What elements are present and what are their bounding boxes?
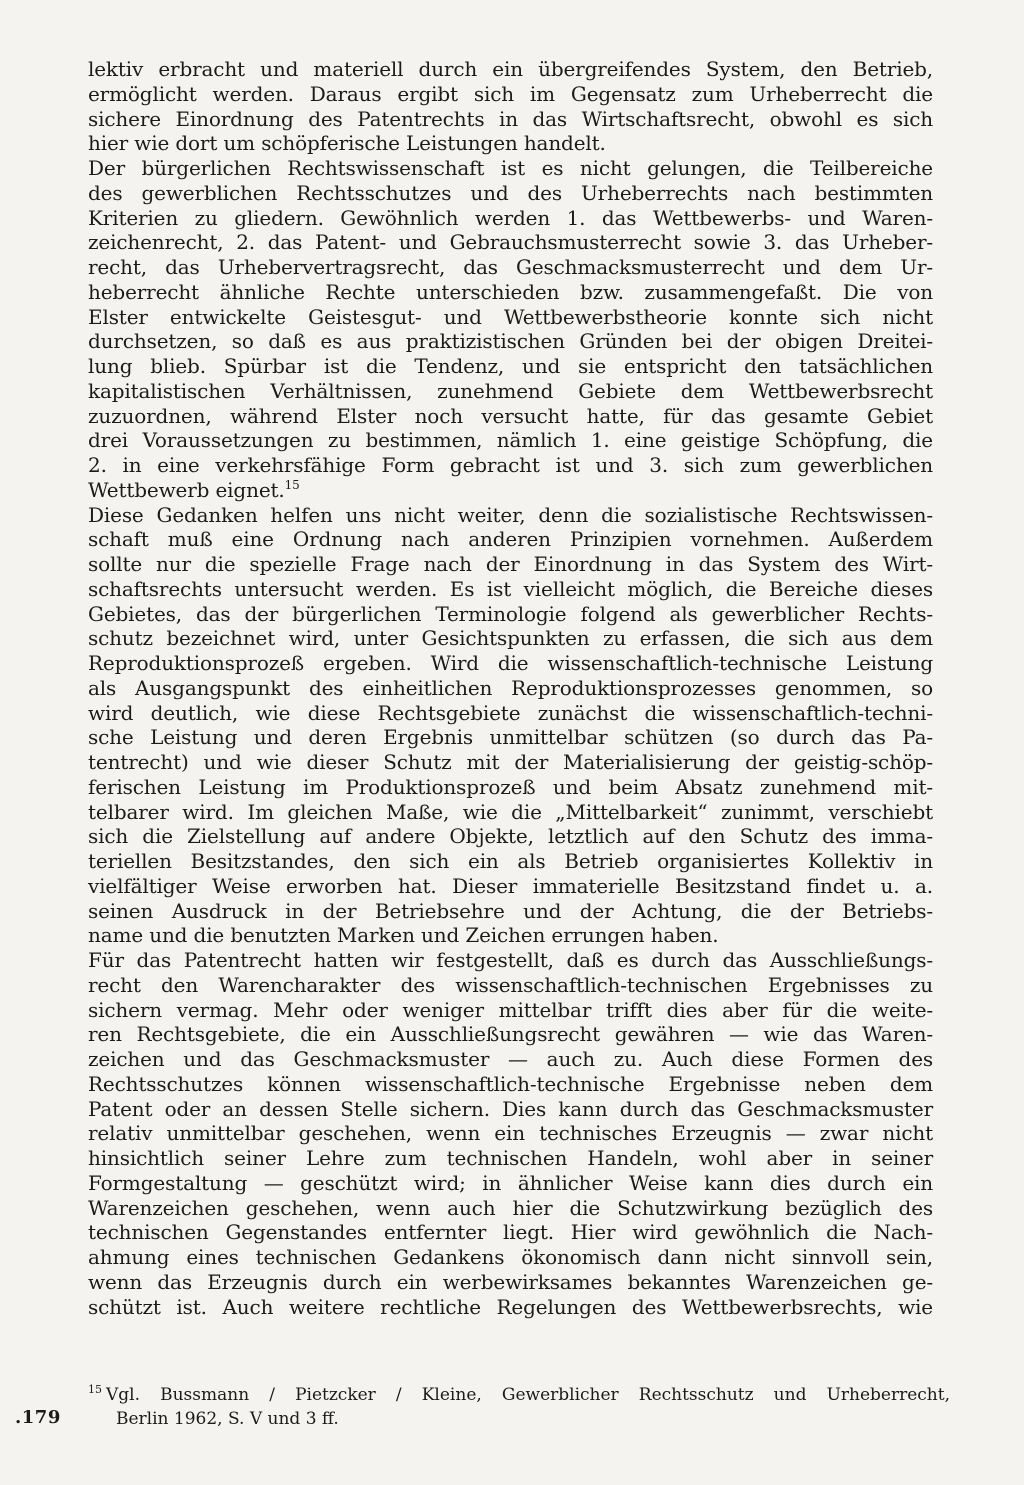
body-text: [88, 57, 933, 1319]
text-line: technischen Gegenstandes entfernter liegt. Hier wird gewöhnlich die Nach-: [88, 1220, 933, 1245]
text-line: ahmung eines technischen Gedankens ökonomisch dann nicht sinnvoll sein,: [88, 1245, 933, 1269]
text-line: kapitalistischen Verhältnissen, zunehmend Gebiete dem Wettbewerbsrecht: [88, 378, 933, 403]
text-line: Gebietes, das der bürgerlichen Terminologie folgend als gewerblicher Rechts-: [88, 601, 933, 626]
text-line: Patent oder an dessen Stelle sichern. Dies kann durch das Geschmacksmuster: [88, 1096, 933, 1121]
text-line: hier wie dort um schöpferische Leistungen handelt.: [88, 131, 606, 156]
footnote-marker: 15: [88, 1383, 102, 1396]
text-line: schützt ist. Auch weitere rechtliche Regelungen des Wettbewerbsrechts, wie: [88, 1294, 933, 1319]
page-number: .179: [15, 1407, 61, 1428]
text-line: Diese Gedanken helfen uns nicht weiter, denn die sozialistische Rechtswissen-: [88, 502, 933, 527]
text-line: teriellen Besitzstandes, den sich ein als Betrieb organisiertes Kollektiv in: [88, 849, 933, 873]
text-line: schutz bezeichnet wird, unter Gesichtspunkten zu erfassen, die sich aus dem: [88, 626, 933, 651]
text-line: zuzuordnen, während Elster noch versucht hatte, für das gesamte Gebiet: [88, 403, 933, 428]
text-line: relativ unmittelbar geschehen, wenn ein technisches Erzeugnis — zwar nicht: [88, 1121, 933, 1146]
text-line: hinsichtlich seiner Lehre zum technischen Handeln, wohl aber in seiner: [88, 1146, 933, 1170]
footnote-text-1: Vgl. Bussmann / Pietzcker / Kleine, Gewerblicher Rechtsschutz und Urheberrecht,: [106, 1385, 950, 1405]
text-line: schaft muß eine Ordnung nach anderen Prinzipien vornehmen. Außerdem: [88, 527, 933, 552]
text-line: vielfältiger Weise erworben hat. Dieser immaterielle Besitzstand findet u. a.: [88, 873, 933, 898]
text-line: als Ausgangspunkt des einheitlichen Reproduktionsprozesses genommen, so: [88, 675, 933, 700]
text-line: drei Voraussetzungen zu bestimmen, nämlich 1. eine geistige Schöpfung, die: [88, 428, 933, 453]
footnote-line-1: [88, 1383, 950, 1407]
text-line: seinen Ausdruck in der Betriebsehre und der Achtung, die der Betriebs-: [88, 898, 933, 923]
text-line: sollte nur die spezielle Frage nach der Einordnung in das System des Wirt-: [88, 552, 933, 576]
text-line: durchsetzen, so daß es aus praktizistischen Gründen bei der obigen Dreitei-: [88, 329, 933, 354]
text-line: ren Rechtsgebiete, die ein Ausschließungsrecht gewähren — wie das Waren-: [88, 1022, 933, 1047]
text-line: des gewerblichen Rechtsschutzes und des Urheberrechts nach bestimmten: [88, 180, 933, 205]
text-line: recht den Warencharakter des wissenschaftlich-technischen Ergebnisses zu: [88, 972, 933, 997]
text-line: sichere Einordnung des Patentrechts in das Wirtschaftsrecht, obwohl es sich: [88, 106, 933, 131]
text-line: Warenzeichen geschehen, wenn auch hier die Schutzwirkung bezüglich des: [88, 1195, 933, 1220]
text-line: Für das Patentrecht hatten wir festgestellt, daß es durch das Ausschließungs-: [88, 948, 933, 972]
text-line: name und die benutzten Marken und Zeichen errungen haben.: [88, 923, 719, 948]
footnote-line-2: Berlin 1962, S. V und 3 ff.: [116, 1409, 339, 1429]
text-line: wenn das Erzeugnis durch ein werbewirksames bekanntes Warenzeichen ge-: [88, 1269, 933, 1294]
text-line: Elster entwickelte Geistesgut- und Wettbewerbstheorie konnte sich nicht: [88, 304, 933, 329]
text-line: wird deutlich, wie diese Rechtsgebiete zunächst die wissenschaftlich-techni-: [88, 700, 933, 725]
text-line: Der bürgerlichen Rechtswissenschaft ist es nicht gelungen, die Teilbereiche: [88, 156, 933, 180]
text-line: heberrecht ähnliche Rechte unterschieden bzw. zusammengefaßt. Die von: [88, 279, 933, 304]
footnote-reference: 15: [284, 477, 300, 492]
footnote: [88, 1383, 950, 1431]
text-line: ferischen Leistung im Produktionsprozeß und beim Absatz zunehmend mit-: [88, 774, 933, 799]
text-line: recht, das Urhebervertragsrecht, das Geschmacksmusterrecht und dem Ur-: [88, 255, 933, 279]
text-line: Wettbewerb eignet.$^{15}$: [88, 477, 300, 502]
text-line: 2. in eine verkehrsfähige Form gebracht ist und 3. sich zum gewerblichen: [88, 453, 933, 477]
text-line: lung blieb. Spürbar ist die Tendenz, und sie entspricht den tatsächlichen: [88, 354, 933, 378]
text-line: tentrecht) und wie dieser Schutz mit der Materialisierung der geistig-schöp-: [88, 750, 933, 774]
text-line: sichern vermag. Mehr oder weniger mittelbar trifft dies aber für die weite-: [88, 997, 933, 1022]
text-line: telbarer wird. Im gleichen Maße, wie die „Mittelbarkeit“ zunimmt, verschiebt: [88, 799, 933, 824]
text-line: zeichenrecht, 2. das Patent- und Gebrauchsmusterrecht sowie 3. das Urheber-: [88, 230, 933, 255]
text-line: lektiv erbracht und materiell durch ein übergreifendes System, den Betrieb,: [88, 57, 933, 81]
text-line: schaftsrechts untersucht werden. Es ist vielleicht möglich, die Bereiche dieses: [88, 576, 933, 601]
text-line: sche Leistung und deren Ergebnis unmittelbar schützen (so durch das Pa-: [88, 725, 933, 750]
text-line: Kriterien zu gliedern. Gewöhnlich werden 1. das Wettbewerbs- und Waren-: [88, 205, 933, 230]
text-line: sich die Zielstellung auf andere Objekte, letztlich auf den Schutz des imma-: [88, 824, 933, 849]
text-line: zeichen und das Geschmacksmuster — auch zu. Auch diese Formen des: [88, 1047, 933, 1071]
text-line: ermöglicht werden. Daraus ergibt sich im Gegensatz zum Urheberrecht die: [88, 81, 933, 106]
text-line: Reproduktionsprozeß ergeben. Wird die wissenschaftlich-technische Leistung: [88, 651, 933, 675]
text-line: Formgestaltung — geschützt wird; in ähnlicher Weise kann dies durch ein: [88, 1170, 933, 1195]
text-line: Rechtsschutzes können wissenschaftlich-technische Ergebnisse neben dem: [88, 1071, 933, 1096]
